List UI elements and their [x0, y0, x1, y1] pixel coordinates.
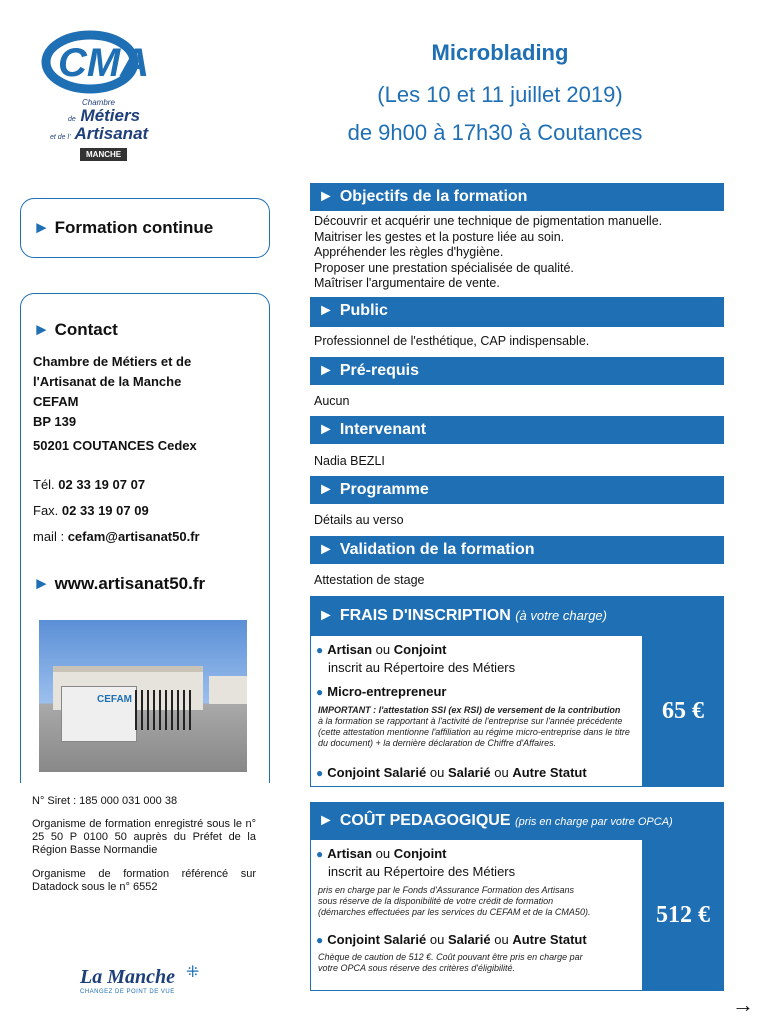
- mail-row: [33, 524, 200, 550]
- organisme-2: Organisme de formation référencé sur Datadock sous le n° 6552: [32, 868, 256, 893]
- note-line: pris en charge par le Fonds d'Assurance Formation des Artisans: [318, 885, 575, 895]
- section-title: Programme: [339, 481, 429, 498]
- item-bold: Autre Statut: [512, 932, 587, 947]
- item-mid: ou: [494, 765, 509, 780]
- frais-subtitle: (à votre charge): [515, 608, 607, 623]
- cout-frame-bottom: [310, 990, 724, 991]
- fax-label: Fax.: [33, 503, 59, 518]
- triangle-icon: ►: [318, 421, 334, 438]
- section-title: Objectifs de la formation: [339, 188, 528, 205]
- validation-text: Attestation de stage: [314, 573, 425, 587]
- section-title: Intervenant: [339, 421, 427, 438]
- formation-continue-box: [20, 198, 270, 258]
- important-line: IMPORTANT : l'attestation SSI (ex RSI) de versement de la contribution: [318, 705, 621, 715]
- cout-note2: [318, 952, 636, 974]
- item-mid: ou: [375, 642, 391, 657]
- logo-mark-text: CMA: [58, 41, 150, 85]
- logo-artisanat: Artisanat: [74, 124, 149, 143]
- bullet-icon: ●: [316, 847, 324, 861]
- sun-rays-icon: ⁜: [186, 964, 200, 981]
- bullet-icon: ●: [316, 685, 324, 699]
- logo-badge: MANCHE: [80, 148, 127, 161]
- item-bold: Conjoint Salarié: [327, 932, 427, 947]
- objectif-line: Appréhender les règles d'hygiène.: [314, 245, 504, 259]
- item-bold: Salarié: [447, 765, 491, 780]
- triangle-icon: ►: [318, 812, 334, 829]
- item-bold: Micro-entrepreneur: [327, 684, 447, 699]
- frais-frame-left: [310, 636, 311, 786]
- cout-item-artisan: [316, 845, 446, 863]
- triangle-icon: ►: [318, 302, 334, 319]
- tel-value[interactable]: 02 33 19 07 07: [58, 477, 146, 492]
- cout-note1: [318, 885, 636, 918]
- frais-item-micro: [316, 683, 446, 701]
- bullet-icon: ●: [316, 643, 324, 657]
- organisme-1: Organisme de formation enregistré sous le n° 25 50 P 0100 50 auprès du Préfet de la Région Basse Normandie: [32, 818, 256, 856]
- logo-metiers: Métiers: [80, 106, 141, 125]
- la-manche-logo: [80, 966, 175, 995]
- bullet-icon: ●: [316, 933, 324, 947]
- next-page-arrow-icon[interactable]: →: [732, 992, 754, 1017]
- frais-header: [310, 596, 724, 636]
- contact-box: [20, 293, 270, 783]
- important-line: (cette attestation mentionne l'affiliation au régime micro-entreprise dans le titre: [318, 727, 630, 737]
- frais-important: [318, 705, 636, 749]
- objectif-line: Maîtriser l'argumentaire de vente.: [314, 276, 500, 290]
- cout-frame-left: [310, 840, 311, 990]
- mail-link[interactable]: cefam@artisanat50.fr: [67, 529, 200, 544]
- logo-line2: [68, 106, 140, 126]
- address-line: BP 139: [33, 414, 77, 429]
- contact-address: [33, 352, 197, 456]
- prerequis-text: Aucun: [314, 394, 350, 408]
- logo-line3-small: et de l': [50, 134, 71, 141]
- fax-value: 02 33 19 07 09: [61, 503, 149, 518]
- note-line: (démarches effectuées par les services du CEFAM et de la CMA50).: [318, 907, 591, 917]
- section-intervenant-header: [310, 416, 724, 444]
- page-time-place: de 9h00 à 17h30 à Coutances: [347, 120, 643, 145]
- cma-logo-mark-icon: [38, 26, 178, 96]
- website-row: [33, 574, 205, 594]
- note-line: Chèque de caution de 512 €. Coût pouvant être pris en charge par: [318, 952, 583, 962]
- cma-logo: [38, 26, 178, 166]
- note-line: votre OPCA sous réserve des critères d'éligibilité.: [318, 963, 515, 973]
- building-photo: [39, 620, 247, 772]
- website-link[interactable]: www.artisanat50.fr: [54, 574, 206, 593]
- section-public-header: [310, 297, 724, 327]
- cout-header: [310, 802, 724, 840]
- item-bold: Artisan: [327, 846, 373, 861]
- fence-shape: [135, 690, 193, 730]
- item-mid: ou: [429, 932, 445, 947]
- logo-line2-small: de: [68, 116, 76, 123]
- item-bold: Conjoint Salarié: [327, 765, 427, 780]
- address-line: l'Artisanat de la Manche: [33, 374, 182, 389]
- public-text: Professionnel de l'esthétique, CAP indispensable.: [314, 334, 590, 348]
- section-objectifs-header: [310, 183, 724, 211]
- siret: N° Siret : 185 000 031 000 38: [32, 795, 178, 807]
- section-programme-header: [310, 476, 724, 504]
- triangle-icon: ►: [33, 320, 50, 339]
- cout-price: 512 €: [642, 840, 724, 990]
- cout-subtitle: (pris en charge par votre OPCA): [514, 816, 673, 828]
- objectif-line: Découvrir et acquérir une technique de pigmentation manuelle.: [314, 214, 663, 228]
- item-mid: ou: [494, 932, 509, 947]
- fax-row: [33, 498, 200, 524]
- section-title: Pré-requis: [339, 362, 419, 379]
- la-manche-tagline: CHANGEZ DE POINT DE VUE: [80, 989, 175, 995]
- item-bold: Artisan: [327, 642, 373, 657]
- mail-label: mail :: [33, 529, 65, 544]
- item-bold: Salarié: [447, 932, 491, 947]
- section-validation-header: [310, 536, 724, 564]
- page-dates: (Les 10 et 11 juillet 2019): [377, 82, 623, 107]
- triangle-icon: ►: [33, 218, 50, 237]
- triangle-icon: ►: [33, 574, 50, 593]
- triangle-icon: ►: [318, 607, 334, 624]
- tel-label: Tél.: [33, 477, 55, 492]
- triangle-icon: ►: [318, 188, 334, 205]
- frais-item-artisan-line2: inscrit au Répertoire des Métiers: [328, 660, 516, 675]
- bullet-icon: ●: [316, 766, 324, 780]
- section-prerequis-header: [310, 357, 724, 385]
- contact-heading: [33, 320, 118, 340]
- objectifs-text: [314, 214, 662, 292]
- la-manche-text: La Manche: [80, 966, 175, 988]
- page-title: Microblading: [431, 40, 569, 65]
- phone-row: [33, 472, 200, 498]
- important-line: à la formation se rapportant à l'activité de l'entreprise sur l'année précédente: [318, 716, 623, 726]
- triangle-icon: ►: [318, 541, 334, 558]
- address-line: CEFAM: [33, 394, 79, 409]
- important-line: du document) + la dernière déclaration de Chiffre d'Affaires.: [318, 738, 557, 748]
- item-bold: Conjoint: [393, 846, 447, 861]
- photo-sign: CEFAM: [97, 694, 132, 705]
- building-shape-right: [209, 676, 247, 704]
- note-line: sous réserve de la disponibilité de votre crédit de formation: [318, 896, 554, 906]
- frais-item-artisan: [316, 641, 446, 659]
- item-bold: Autre Statut: [512, 765, 587, 780]
- frais-frame-bottom: [310, 786, 724, 787]
- cout-title: COÛT PEDAGOGIQUE: [339, 812, 511, 829]
- section-title: Public: [339, 302, 388, 319]
- contact-phones: [33, 472, 200, 550]
- logo-line1: Chambre: [82, 98, 115, 107]
- objectif-line: Proposer une prestation spécialisée de qualité.: [314, 260, 574, 275]
- frais-price: 65 €: [642, 636, 724, 786]
- contact-title: Contact: [54, 320, 118, 339]
- cout-item-artisan-line2: inscrit au Répertoire des Métiers: [328, 864, 516, 879]
- formation-continue-label: Formation continue: [54, 218, 214, 237]
- frais-title: FRAIS D'INSCRIPTION: [339, 607, 511, 624]
- programme-text: Détails au verso: [314, 513, 404, 527]
- frais-item-salarie: [316, 764, 587, 782]
- address-line: Chambre de Métiers et de: [33, 354, 192, 369]
- section-title: Validation de la formation: [339, 541, 535, 558]
- triangle-icon: ►: [318, 481, 334, 498]
- triangle-icon: ►: [318, 362, 334, 379]
- item-mid: ou: [429, 765, 445, 780]
- item-bold: Conjoint: [393, 642, 447, 657]
- cout-item-salarie: [316, 931, 587, 949]
- item-mid: ou: [375, 846, 391, 861]
- objectif-line: Maitriser les gestes et la posture liée au soin.: [314, 229, 565, 244]
- intervenant-text: Nadia BEZLI: [314, 454, 385, 468]
- address-line: 50201 COUTANCES Cedex: [33, 438, 197, 453]
- logo-line3: [50, 124, 148, 144]
- formation-continue: [33, 218, 213, 238]
